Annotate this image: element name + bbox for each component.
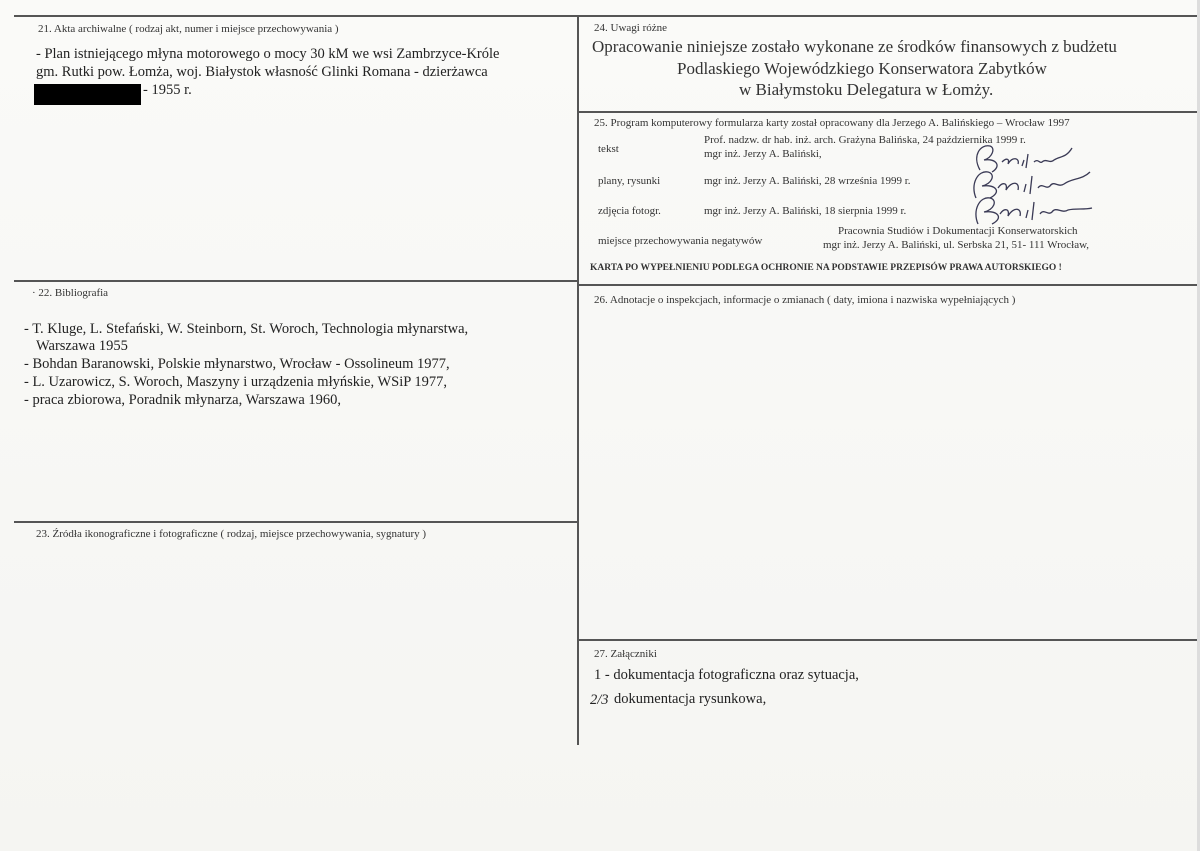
zdjecia-value: mgr inż. Jerzy A. Baliński, 18 sierpnia 1999 r.	[704, 205, 907, 217]
copyright-notice: KARTA PO WYPEŁNIENIU PODLEGA OCHRONIE NA PODSTAWIE PRZEPISÓW PRAWA AUTORSKIEGO !	[590, 263, 1062, 273]
tekst-line1: Prof. nadzw. dr hab. inż. arch. Grażyna Balińska, 24 października 1999 r.	[704, 134, 1026, 146]
remarks-line3: w Białymstoku Delegatura w Łomży.	[739, 80, 994, 99]
section-26-title: 26. Adnotacje o inspekcjach, informacje o zmianach ( daty, imiona i nazwiska wypełniających )	[594, 294, 1016, 306]
attachment-item-2-number: 2/3	[590, 692, 609, 708]
section-21-line2: gm. Rutki pow. Łomża, woj. Białystok własność Glinki Romana - dzierżawca	[36, 64, 488, 80]
tekst-label: tekst	[598, 143, 619, 155]
bibliography-item: - Bohdan Baranowski, Polskie młynarstwo, Wrocław - Ossolineum 1977,	[24, 356, 450, 372]
plany-value: mgr inż. Jerzy A. Baliński, 28 września 1999 r.	[704, 175, 911, 187]
attachment-item-2-text: dokumentacja rysunkowa,	[614, 691, 767, 707]
plany-label: plany, rysunki	[598, 175, 661, 187]
divider-25-26	[578, 284, 1200, 286]
remarks-line1: Opracowanie niniejsze zostało wykonane ze środków finansowych z budżetu	[592, 37, 1117, 56]
bibliography-item: - praca zbiorowa, Poradnik młynarza, Warszawa 1960,	[24, 392, 342, 408]
remarks-line2: Podlaskiego Wojewódzkiego Konserwatora Zabytków	[677, 59, 1047, 78]
signature-3	[966, 190, 1096, 226]
miejsce-line1: Pracownia Studiów i Dokumentacji Konserwatorskich	[838, 225, 1078, 237]
section-25-title: 25. Program komputerowy formularza karty został opracowany dla Jerzego A. Balińskiego – Wrocław 1997	[594, 117, 1070, 129]
miejsce-line2: mgr inż. Jerzy A. Baliński, ul. Serbska 21, 51- 111 Wrocław,	[823, 239, 1090, 251]
zdjecia-label: zdjęcia fotogr.	[598, 205, 661, 217]
redacted-block	[34, 84, 141, 105]
section-21-line1: - Plan istniejącego młyna motorowego o mocy 30 kM we wsi Zambrzyce-Króle	[36, 46, 500, 62]
bibliography-item: - T. Kluge, L. Stefański, W. Steinborn, St. Woroch, Technologia młynarstwa,	[24, 321, 469, 337]
section-21-line3: - 1955 r.	[143, 82, 192, 98]
divider-26-27	[578, 639, 1200, 641]
bibliography-item: - L. Uzarowicz, S. Woroch, Maszyny i urządzenia młyńskie, WSiP 1977,	[24, 374, 447, 390]
center-divider	[577, 15, 579, 745]
divider-24-25	[578, 111, 1200, 113]
section-27-title: 27. Załączniki	[594, 648, 657, 660]
bibliography-item: Warszawa 1955	[36, 338, 128, 354]
tekst-line2: mgr inż. Jerzy A. Baliński,	[704, 148, 822, 160]
divider-21-22	[14, 280, 578, 282]
top-border	[14, 15, 1200, 17]
miejsce-label: miejsce przechowywania negatywów	[598, 235, 763, 247]
attachment-item-1: 1 - dokumentacja fotograficzna oraz sytuacja,	[594, 667, 859, 683]
section-23-title: 23. Źródła ikonograficzne i fotograficzne ( rodzaj, miejsce przechowywania, sygnatury )	[36, 528, 427, 540]
section-24-title: 24. Uwagi różne	[594, 22, 668, 34]
section-21-title: 21. Akta archiwalne ( rodzaj akt, numer i miejsce przechowywania )	[38, 23, 339, 35]
divider-22-23	[14, 521, 578, 523]
section-22-title: · 22. Bibliografia	[32, 287, 109, 299]
